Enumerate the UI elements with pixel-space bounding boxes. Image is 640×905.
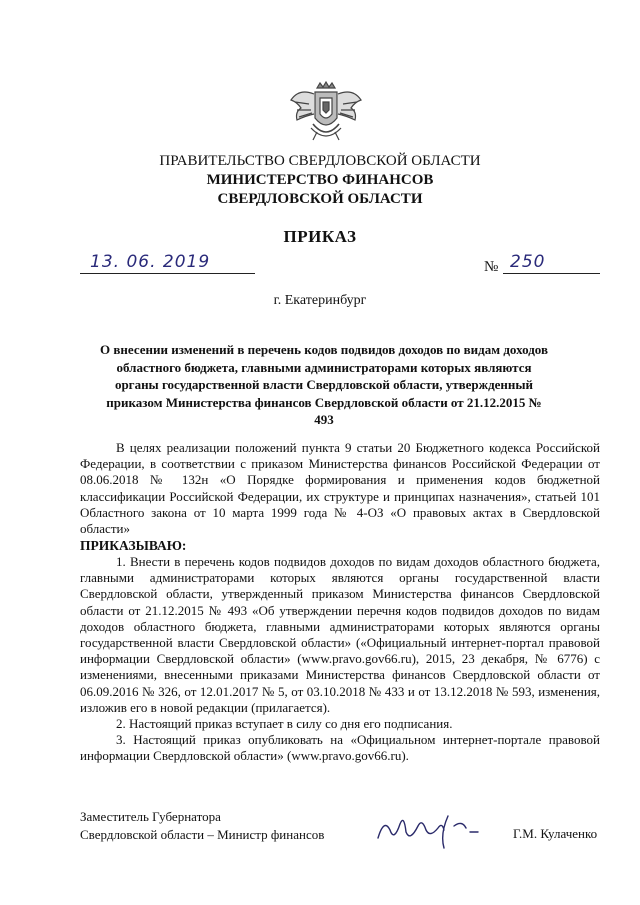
date-underline [80,272,255,274]
handwritten-signature [370,808,490,852]
signatory-title-line: Заместитель Губернатора [80,809,221,824]
order-item: 1. Внести в перечень кодов подвидов доходов по видам доходов областного бюджета, главными администраторами которых являются органы государственной власти Свердловской области, утвержденный приказом Министерства финансов Свердловской области от 21.12.2015 № 493 «Об утверждении перечня кодов подвидов доходов по видам доходов областного бюджета, главными администраторами которых являются органы государственной власти Свердловской области» («Официальный интернет-портал правовой информации Свердловской области» (www.pravo.gov66.ru), 2015, 23 декабря, № 6776) с изменениями, внесенными приказами Министерства финансов Свердловской области от 06.09.2016 № 326, от 12.01.2017 № 5, от 03.10.2018 № 433 и от 13.12.2018 № 593, изменения, изложив его в новой редакции (прилагается). [80,554,600,715]
order-word: ПРИКАЗЫВАЮ: [80,538,187,553]
region-name: СВЕРДЛОВСКОЙ ОБЛАСТИ [217,191,423,207]
order-item: 3. Настоящий приказ опубликовать на «Официальном интернет-портале правовой информации Свердловской области» (www.pravo.gov66.ru). [80,732,600,764]
preamble-paragraph: В целях реализации положений пункта 9 статьи 20 Бюджетного кодекса Российской Федерации, в соответствии с приказом Министерства финансов Российской Федерации от 08.06.2018 № 132н «О Порядке формирования и применения кодов бюджетной классификации Российской Федерации, их структуре и принципах назначения», статьей 101 Областного закона от 10 марта 1999 года № 4-ОЗ «О правовых актах в Свердловской области» [80,440,600,537]
number-sign: № [484,259,499,275]
order-item: 2. Настоящий приказ вступает в силу со дня его подписания. [116,716,453,732]
city: г. Екатеринбург [273,293,367,308]
coat-of-arms-icon [287,80,365,146]
signatory-name: Г.М. Кулаченко [513,826,598,841]
document-number: 250 [510,252,546,272]
ministry-name: МИНИСТЕРСТВО ФИНАНСОВ [206,172,434,188]
signatory-title-line: Свердловской области – Министр финансов [80,827,325,842]
order-items [80,554,600,765]
number-underline [503,272,600,274]
document-date: 13. 06. 2019 [90,252,211,272]
signatory-title [80,808,324,844]
government-name: ПРАВИТЕЛЬСТВО СВЕРДЛОВСКОЙ ОБЛАСТИ [159,153,481,169]
document-type: ПРИКАЗ [283,227,357,246]
document-subject: О внесении изменений в перечень кодов подвидов доходов по видам доходов областного бюджета, главными администраторами которых являются органы государственной власти Свердловской области, утвержденный приказом Министерства финансов Свердловской области от 21.12.2015 № 493 [100,342,548,427]
